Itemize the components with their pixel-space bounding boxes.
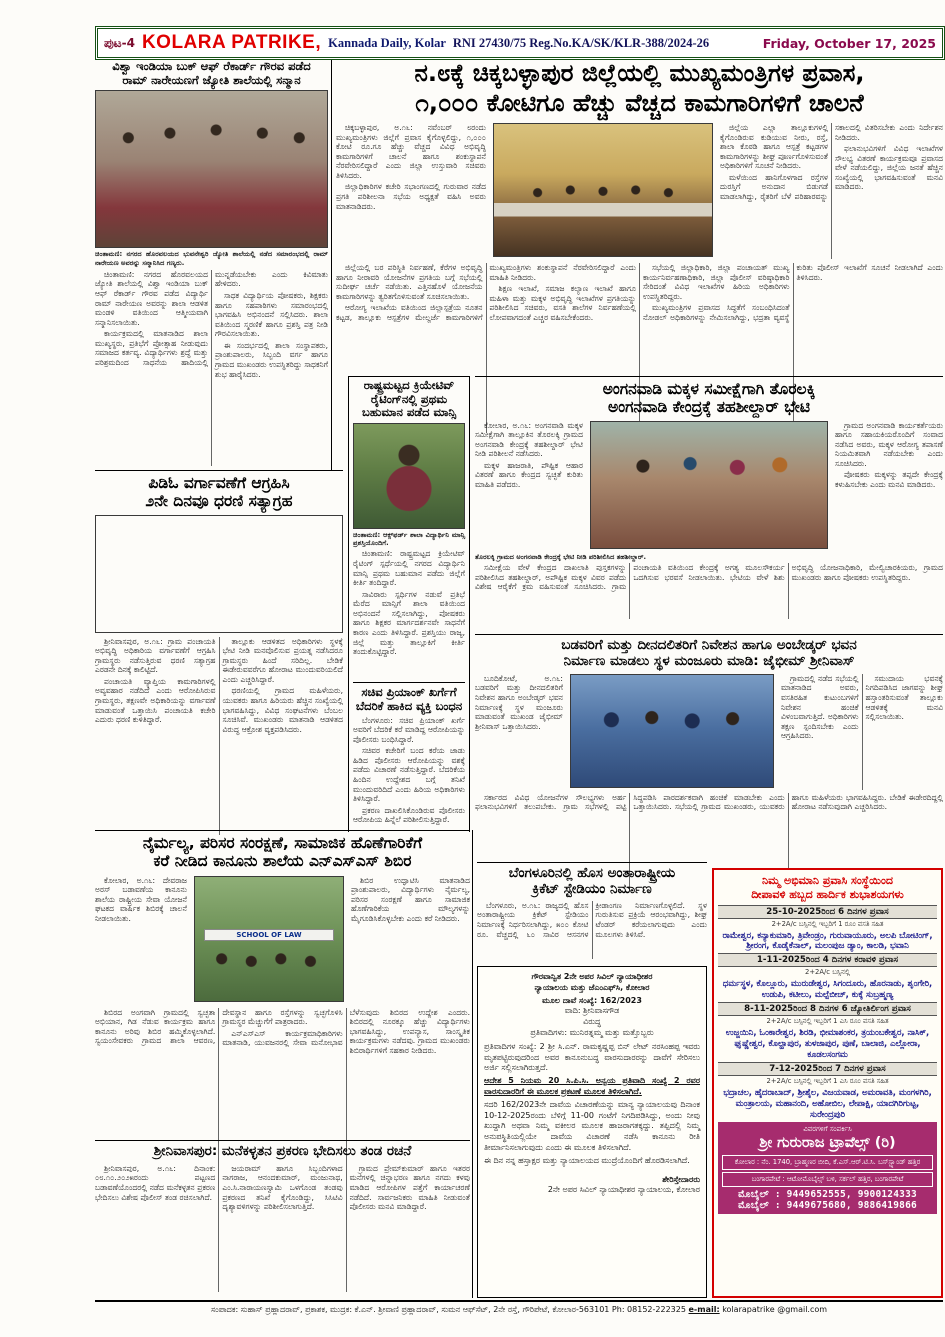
anganwadi-body-bottom: [475, 563, 943, 619]
page-number-label: ಪುಟ-4: [104, 35, 135, 50]
pdo-headline: [95, 474, 343, 511]
ad-tour-note: 2+2A/c ಬಸ್ಸಿನಲ್ಲಿ ಇಬ್ಬರಿಗೆ 1 ರೂಂ ವಸತಿ ಸಹಿತ: [771, 919, 884, 928]
article-anganwadi: [475, 376, 943, 619]
lead-headline: [336, 58, 943, 118]
column-rule: [472, 830, 473, 1298]
paragraph: ಫಲಾನುಭವಿಗಳಿಗೆ ವಿವಿಧ ಇಲಾಖೆಗಳ ಸೌಲಭ್ಯ ವಿತರಣೆ ಕಾರ್ಯಕ್ರಮವೂ ಪ್ರವಾಸದ ವೇಳೆ ನಡೆಯಲಿದ್ದು, ಜಿಲ್ಲೆಯ ಜನತೆ ಹೆಚ್ಚಿನ ಸಂಖ್ಯೆಯಲ್ಲಿ ಭಾಗವಹಿಸುವಂತೆ ಮನವಿ ಮಾಡಿದರು.: [835, 144, 943, 192]
felicitation-body: [95, 270, 328, 466]
ad-tour-section: [718, 953, 937, 1000]
ad-tour-section: [718, 905, 937, 952]
headline-line: ಅಂಗನವಾಡಿ ಮಕ್ಕಳ ಸಮೀಕ್ಷೆಗಾಗಿ ತೊರಲಕ್ಕಿ: [602, 380, 816, 398]
imprint-line: [95, 1300, 943, 1315]
paragraph: ಬೆಂಗಳೂರು, ಅ.೧೬: ರಾಜ್ಯದಲ್ಲಿ ಹೊಸ ಅಂತಾರಾಷ್ಟ್ರೀಯ ಕ್ರಿಕೆಟ್ ಸ್ಟೇಡಿಯಂ ನಿರ್ಮಾಣಕ್ಕೆ ನಿರ್ಧರಿಸಲಾಗಿದ್ದು, ೫೦೦ ಕೋಟಿ ರೂ. ವೆಚ್ಚದಲ್ಲಿ ೬೦ ಸಾವಿರ ಆಸನಗಳ ಕ್ರೀಡಾಂಗಣ ನಿರ್ಮಾಣಗೊಳ್ಳಲಿದೆ. ಸ್ಥಳ ಗುರುತಿಸುವ ಪ್ರಕ್ರಿಯೆ ಆರಂಭವಾಗಿದ್ದು, ಶೀಘ್ರ ಟೆಂಡರ್ ಕರೆಯಲಾಗುವುದು ಎಂದು ಮೂಲಗಳು ತಿಳಿಸಿವೆ.: [477, 900, 707, 939]
headline-line: ಪಿಡಿಓ ವರ್ಗಾವಣೆಗೆ ಆಗ್ರಹಿಸಿ: [148, 474, 290, 492]
pdo-photo: [95, 515, 343, 633]
paragraph: ಚಿಂತಾಮಣಿ: ರಾಷ್ಟ್ರಮಟ್ಟದ ಕ್ರಿಯೇಟಿವ್ ರೈಟಿಂಗ್ ಸ್ಪರ್ಧೆಯಲ್ಲಿ ನಗರದ ವಿದ್ಯಾರ್ಥಿನಿ ಮಾನ್ಸಿ ಪ್ರಥಮ ಬಹುಮಾನ ಪಡೆದು ಜಿಲ್ಲೆಗೆ ಕೀರ್ತಿ ತಂದಿದ್ದಾರೆ.: [353, 549, 465, 588]
court-body-1: ಪ್ರತಿವಾದಿಗಳ ಸಂಖ್ಯೆ: 2 ಶ್ರೀ ಸಿ.ಎನ್. ರಾಮಕೃಷ್ಣಪ್ಪ ಬಿನ್ ಲೇಟ್ ನರಸಿಂಹಪ್ಪ ಇವರು ಮೃತಪಟ್ಟಿರುವುದರಿಂದ ಅವರ ಕಾನೂನುಬದ್ಧ ವಾರಸುದಾರರನ್ನು ದಾವೆಗೆ ಸೇರಿಸಲು ಅರ್ಜಿ ಸಲ್ಲಿಸಲಾಗಿರುತ್ತದೆ.: [484, 1041, 700, 1073]
paragraph: ಪಂಚಾಯತಿ ವ್ಯಾಪ್ತಿಯ ಕಾಮಗಾರಿಗಳಲ್ಲಿ ಅವ್ಯವಹಾರ ನಡೆದಿದೆ ಎಂದು ಆರೋಪಿಸಿರುವ ಗ್ರಾಮಸ್ಥರು, ತಕ್ಷಣವೇ ಅಧಿಕಾರಿಯನ್ನು ವರ್ಗಾವಣೆ ಮಾಡುವಂತೆ ಒತ್ತಾಯಿಸಿ ಪಂಚಾಯತಿ ಕಚೇರಿ ಎದುರು ಧರಣಿ ಕುಳಿತಿದ್ದಾರೆ.: [95, 676, 216, 725]
paragraph: ತಾಲ್ಲೂಕು ಆಡಳಿತದ ಅಧಿಕಾರಿಗಳು ಸ್ಥಳಕ್ಕೆ ಭೇಟಿ ನೀಡಿ ಮನವೊಲಿಸುವ ಪ್ರಯತ್ನ ನಡೆಸಿದರೂ ಗ್ರಾಮಸ್ಥರು ಹಿಂದೆ ಸರಿದಿಲ್ಲ. ಬೇಡಿಕೆ ಈಡೇರುವವರೆಗೂ ಹೋರಾಟ ಮುಂದುವರಿಯಲಿದೆ ಎಂದು ಎಚ್ಚರಿಸಿದ್ದಾರೆ.: [222, 636, 343, 684]
headline-line: ರಾಷ್ಟ್ರಮಟ್ಟದ ಕ್ರಿಯೇಟಿವ್: [363, 378, 455, 392]
pdo-body: [95, 637, 343, 835]
paragraph: ಜಿಲ್ಲಾಧಿಕಾರಿಗಳ ಕಚೇರಿ ಸಭಾಂಗಣದಲ್ಲಿ ಗುರುವಾರ ನಡೆದ ಪ್ರಗತಿ ಪರಿಶೀಲನಾ ಸಭೆಯ ಅಧ್ಯಕ್ಷತೆ ವಹಿಸಿ ಅವರು ಮಾತನಾಡಿದರು.: [336, 182, 486, 211]
paragraph: ಧರಣಿಯಲ್ಲಿ ಗ್ರಾಮದ ಮಹಿಳೆಯರು, ಯುವಕರು ಹಾಗೂ ಹಿರಿಯರು ಹೆಚ್ಚಿನ ಸಂಖ್ಯೆಯಲ್ಲಿ ಭಾಗವಹಿಸಿದ್ದು, ವಿವಿಧ ಸಂಘಟನೆಗಳು ಬೆಂಬಲ ಸೂಚಿಸಿವೆ. ಮುಖಂಡರು ಮಾತನಾಡಿ ಆಡಳಿತದ ವಿರುದ್ಧ ಆಕ್ರೋಶ ವ್ಯಕ್ತಪಡಿಸಿದರು.: [222, 686, 343, 734]
ad-heading: [718, 874, 937, 902]
ad-phone-2: ಮೊಬೈಲ್ : 9449675680, 9886419866: [738, 1199, 917, 1211]
paragraph: ಸಾವಿರಾರು ಸ್ಪರ್ಧಿಗಳ ನಡುವೆ ಪ್ರತಿಭೆ ಮೆರೆದ ಮಾನ್ಸಿಗೆ ಶಾಲಾ ವತಿಯಿಂದ ಅಭಿನಂದನೆ ಸಲ್ಲಿಸಲಾಗಿದ್ದು, ಪೋಷಕರು ಹಾಗೂ ಶಿಕ್ಷಕರ ಮಾರ್ಗದರ್ಶನವೇ ಸಾಧನೆಗೆ ಕಾರಣ ಎಂದು ತಿಳಿಸಿದ್ದಾರೆ. ಪ್ರಶಸ್ತಿಯು ರಾಜ್ಯ, ಜಿಲ್ಲೆ ಮತ್ತು ತಾಲ್ಲೂಕಿಗೆ ಕೀರ್ತಿ ತಂದುಕೊಟ್ಟಿದ್ದಾರೆ.: [353, 589, 465, 657]
felicitation-headline: [95, 60, 328, 87]
court-versus: ವಿರುದ್ಧ: [583, 1017, 601, 1027]
mansi-headline: [353, 379, 465, 420]
court-notice: [477, 966, 707, 1298]
headline-line: ಅಂಗನವಾಡಿ ಕೇಂದ್ರಕ್ಕೆ ತಹಶೀಲ್ದಾರ್ ಭೇಟಿ: [607, 398, 810, 417]
ambedkar-body-left: [475, 674, 563, 790]
newspaper-title: KOLARA PATRIKE,: [141, 32, 322, 53]
headline-line: ಕ್ರಿಕೆಟ್ ಸ್ಟೇಡಿಯಂ ನಿರ್ಮಾಣ: [532, 880, 652, 897]
lead-body-left: [336, 123, 486, 259]
paragraph: ಚಿಂತಾಮಣಿ: ನಗರದ ಹೊರವಲಯದ ಜ್ಯೋತಿ ಶಾಲೆಯಲ್ಲಿ ವಿಶ್ವಾ ಇಂಡಿಯಾ ಬುಕ್ ಆಫ್ ರೆಕಾರ್ಡ್ ಗೌರವ ಪಡೆದ ವಿದ್ಯಾರ್ಥಿ ರಾಮ್ ನಾರೇಯಣ ಅವರನ್ನು ಶಾಲಾ ಆಡಳಿತ ಮಂಡಳಿ ವತಿಯಿಂದ ಆತ್ಮೀಯವಾಗಿ ಸನ್ಮಾನಿಸಲಾಯಿತು.: [95, 269, 208, 327]
ad-address-bangarpet: ಬಂಗಾರಪೇಟೆ : ಆಟೋಮೊಬೈಲ್ಸ್ ಬಳಿ, ಸರ್ಕಲ್ ಹತ್ತಿರ, ಬಂಗಾರಪೇಟೆ: [722, 1172, 933, 1187]
ad-phone-1: ಮೊಬೈಲ್ : 9449652555, 9900124333: [738, 1188, 917, 1200]
imprint-text: ಸಂಪಾದಕ: ಸುಹಾಸ್ ಪ್ರಹ್ಲಾದರಾವ್, ಪ್ರಕಾಶಕ, ಮುದ್ರಕ: ಕೆ.ಎನ್. ಶ್ರೀವಾಣಿ ಪ್ರಹ್ಲಾದರಾವ್, ಸುಮನ ಆಫ್‌ಸೆಟ್, 2ನೇ ರಸ್ತೆ, ಗೌರಿಪೇಟೆ, ಕೋಲಾರ-563101 Ph: 08152-222325: [210, 1305, 686, 1314]
anganwadi-body-right: [835, 421, 943, 551]
anganwadi-photo: [590, 421, 828, 549]
felicitation-photo: [95, 90, 328, 248]
lead-photo-meeting: [493, 123, 713, 257]
article-felicitation: [95, 60, 328, 466]
paragraph: ಸಚಿವರ ಕಚೇರಿಗೆ ಬಂದ ಕರೆಯ ಜಾಡು ಹಿಡಿದ ಪೊಲೀಸರು ಆರೋಪಿಯನ್ನು ವಶಕ್ಕೆ ಪಡೆದು ವಿಚಾರಣೆ ನಡೆಸುತ್ತಿದ್ದಾರೆ. ಬೆದರಿಕೆಯ ಹಿಂದಿನ ಉದ್ದೇಶದ ಬಗ್ಗೆ ತನಿಖೆ ಮುಂದುವರಿದಿದೆ ಎಂದು ಹಿರಿಯ ಅಧಿಕಾರಿಗಳು ತಿಳಿಸಿದ್ದಾರೆ.: [353, 746, 465, 804]
court-body-bold: ಆದೇಶ 5 ನಿಯಮ 20 ಸಿ.ಪಿ.ಸಿ. ಅನ್ವಯ ಪ್ರತಿವಾದಿ ಸಂಖ್ಯೆ 2 ರವರ ವಾರಸುದಾರರಿಗೆ ಈ ಮೂಲಕ ಪ್ರಕಟಣೆ ಮೂಲಕ ತಿಳಿಸಲಾಗಿದೆ.: [484, 1076, 700, 1096]
ambedkar-headline: [475, 638, 943, 670]
mansi-body: [353, 549, 465, 679]
stadium-headline: [477, 866, 707, 898]
travel-advertisement: [712, 868, 943, 1298]
paragraph: ಪೋಷಕರು ಮಕ್ಕಳನ್ನು ತಪ್ಪದೇ ಕೇಂದ್ರಕ್ಕೆ ಕಳುಹಿಸಬೇಕು ಎಂದು ಮನವಿ ಮಾಡಿದರು.: [835, 470, 943, 489]
ad-tour-note: 2+2A/c ಬಸ್ಸಿನಲ್ಲಿ ಇಬ್ಬರಿಗೆ 1 ಎಸಿ ರೂಂ ವಸತಿ ಸಹಿತ: [766, 1076, 889, 1085]
court-signature: ಶೇರಿಸ್ತೇದಾರರು: [662, 1174, 700, 1184]
ad-address-kolar: ಕೋಲಾರ : ನೆಂ. 1740, ಬ್ರಾಹ್ಮಣರ ಬೀದಿ, ಕೆ.ಎಸ್.ಆರ್.ಟಿ.ಸಿ. ಬಸ್‌ಸ್ಟ್ಯಾಂಡ್ ಹತ್ತಿರ: [722, 1155, 933, 1170]
paragraph: ಚಿಕ್ಕಬಳ್ಳಾಪುರ, ಅ.೧೬: ನವೆಂಬರ್ ೮ರಂದು ಮುಖ್ಯಮಂತ್ರಿಗಳು ಜಿಲ್ಲೆಗೆ ಪ್ರವಾಸ ಕೈಗೊಳ್ಳಲಿದ್ದು, ೧,೦೦೦ ಕೋಟಿ ರೂ.ಗೂ ಹೆಚ್ಚು ವೆಚ್ಚದ ವಿವಿಧ ಅಭಿವೃದ್ಧಿ ಕಾಮಗಾರಿಗಳಿಗೆ ಚಾಲನೆ ಹಾಗೂ ಶಂಕುಸ್ಥಾಪನೆ ನೆರವೇರಿಸಲಿದ್ದಾರೆ ಎಂದು ಜಿಲ್ಲಾ ಉಸ್ತುವಾರಿ ಸಚಿವರು ತಿಳಿಸಿದರು.: [336, 123, 486, 180]
threat-body: [353, 716, 465, 836]
paragraph: ಜಯರಾಮ್ ಹಾಗೂ ಸಿಬ್ಬಂದಿಗಳಾದ ನಾಗರಾಜ, ಆನಂದಕುಮಾರ್, ಮಂಜುನಾಥ, ಎಂ.ಸಿ.ನಾರಾಯಣಸ್ವಾಮಿ ಒಳಗೊಂಡ ತಂಡವು ಪ್ರಕರಣದ ತನಿಖೆ ಕೈಗೊಂಡಿದ್ದು, ಸಿಸಿಟಿವಿ ದೃಶ್ಯಾವಳಿಗಳನ್ನು ಪರಿಶೀಲಿಸಲಾಗುತ್ತಿದೆ.: [222, 1163, 343, 1212]
ad-tour-note: 2+2A/c ಬಸ್ಸಿನಲ್ಲಿ: [805, 968, 850, 977]
headline-line: ಬೆಂಗಳೂರಿನಲ್ಲಿ ಹೊಸ ಅಂತಾರಾಷ್ಟ್ರೀಯ: [508, 865, 676, 881]
headline-line: ೧,೦೦೦ ಕೋಟಿಗೂ ಹೆಚ್ಚು ವೆಚ್ಚದ ಕಾಮಗಾರಿಗಳಿಗೆ ಚಾಲನೆ: [415, 89, 864, 117]
paragraph: ಜಿಲ್ಲೆಯ ಎಲ್ಲಾ ತಾಲ್ಲೂಕುಗಳಲ್ಲಿ ಕೈಗೊಂಡಿರುವ ಕುಡಿಯುವ ನೀರು, ರಸ್ತೆ, ಶಾಲಾ ಕೊಠಡಿ ಹಾಗೂ ಆಸ್ಪತ್ರೆ ಕಟ್ಟಡಗಳ ಕಾಮಗಾರಿಗಳನ್ನು ಶೀಘ್ರ ಪೂರ್ಣಗೊಳಿಸುವಂತೆ ಅಧಿಕಾರಿಗಳಿಗೆ ಸೂಚನೆ ನೀಡಿದರು.: [720, 123, 828, 171]
anganwadi-body-left: [475, 421, 583, 551]
article-stadium: [477, 862, 707, 959]
article-ambedkar: [475, 634, 943, 889]
paragraph: ಶಿಬಿರದ ಅಂಗವಾಗಿ ಗ್ರಾಮದಲ್ಲಿ ಸ್ವಚ್ಛತಾ ಅಭಿಯಾನ, ಗಿಡ ನೆಡುವ ಕಾರ್ಯಕ್ರಮ ಹಾಗೂ ಕಾನೂನು ಅರಿವು ಶಿಬಿರ ಹಮ್ಮಿಕೊಳ್ಳಲಾಗಿದೆ. ಸ್ವಯಂಸೇವಕರು ಗ್ರಾಮದ ಶಾಲಾ ಆವರಣ, ದೇವಸ್ಥಾನ ಹಾಗೂ ರಸ್ತೆಗಳನ್ನು ಸ್ವಚ್ಛಗೊಳಿಸಿ ಗ್ರಾಮಸ್ಥರ ಮೆಚ್ಚುಗೆಗೆ ಪಾತ್ರರಾದರು.: [95, 1007, 343, 1046]
article-theft: [95, 1140, 470, 1292]
nss-body-right: [351, 876, 470, 1004]
paragraph: ಮುಖ್ಯಮಂತ್ರಿಗಳ ಪ್ರವಾಸದ ಸಿದ್ಧತೆಗೆ ಸಂಬಂಧಿಸಿದಂತೆ ನೋಡಲ್ ಅಧಿಕಾರಿಗಳನ್ನು ನೇಮಿಸಲಾಗಿದ್ದು, ಭದ್ರತಾ ವ್ಯವಸ್ಥೆ ಕುರಿತು ಪೊಲೀಸ್ ಇಲಾಖೆಗೆ ಸೂಚನೆ ನೀಡಲಾಗಿದೆ ಎಂದು ತಿಳಿಸಿದರು.: [643, 263, 943, 322]
paragraph: ಸಮೀಕ್ಷೆಯ ವೇಳೆ ಕೇಂದ್ರದ ದಾಖಲಾತಿ ಪುಸ್ತಕಗಳನ್ನು ಪರಿಶೀಲಿಸಿದ ತಹಶೀಲ್ದಾರ್, ಅಪೌಷ್ಟಿಕ ಮಕ್ಕಳ ವಿವರ ಪಡೆದು ವಿಶೇಷ ಆರೈಕೆಗೆ ಕ್ರಮ ವಹಿಸುವಂತೆ ಸೂಚಿಸಿದರು. ಗ್ರಾಮ ಪಂಚಾಯತಿ ವತಿಯಿಂದ ಕೇಂದ್ರಕ್ಕೆ ಅಗತ್ಯ ಮೂಲಸೌಕರ್ಯ ಒದಗಿಸುವ ಭರವಸೆ ನೀಡಲಾಯಿತು. ಭೇಟಿಯ ವೇಳೆ ಶಿಶು ಅಭಿವೃದ್ಧಿ ಯೋಜನಾಧಿಕಾರಿ, ಮೇಲ್ವಿಚಾರಕಿಯರು, ಗ್ರಾಮದ ಮುಖಂಡರು ಹಾಗೂ ಪೋಷಕರು ಉಪಸ್ಥಿತರಿದ್ದರು.: [475, 562, 943, 592]
ad-tour-places: ಭದ್ರಾಚಲ, ಹೈದರಾಬಾದ್, ಶ್ರೀಶೈಲ, ವಿಜಯವಾಡ, ಅಮರಾವತಿ, ಮಂಗಳಗಿರಿ, ಮಂತ್ರಾಲಯ, ಮಹಾನಂದಿ, ಅಹೋಬಿಲ, ಲೇಪಾಕ್ಷಿ, ಯಾದಗಿರಿಗುಟ್ಟ, ಸುರೇಂದ್ರಪುರಿ: [723, 1086, 932, 1119]
paragraph: ಗ್ರಾಮದಲ್ಲಿ ನಡೆದ ಸಭೆಯಲ್ಲಿ ಮಾತನಾಡಿದ ಅವರು, ವಸತಿರಹಿತ ಕುಟುಂಬಗಳಿಗೆ ನಿವೇಶನ ಹಂಚಿಕೆ ವಿಳಂಬವಾಗುತ್ತಿದೆ. ಅಧಿಕಾರಿಗಳು ತಕ್ಷಣ ಸ್ಪಂದಿಸಬೇಕು ಎಂದು ಆಗ್ರಹಿಸಿದರು.: [781, 673, 859, 741]
paragraph: ಮಕ್ಕಳ ಹಾಜರಾತಿ, ಪೌಷ್ಟಿಕ ಆಹಾರ ವಿತರಣೆ ಹಾಗೂ ಕೇಂದ್ರದ ಸ್ವಚ್ಛತೆ ಕುರಿತು ಮಾಹಿತಿ ಪಡೆದರು.: [475, 460, 583, 489]
theft-headline: ಶ್ರೀನಿವಾಸಪುರ: ಮನೆಕಳ್ಳತನ ಪ್ರಕರಣ ಭೇದಿಸಲು ತಂಡ ರಚನೆ: [153, 1143, 412, 1159]
paragraph: ಶ್ರೀನಿವಾಸಪುರ, ಅ.೧೬: ಗ್ರಾಮ ಪಂಚಾಯತಿ ಅಭಿವೃದ್ಧಿ ಅಧಿಕಾರಿಯ ವರ್ಗಾವಣೆಗೆ ಆಗ್ರಹಿಸಿ ಗ್ರಾಮಸ್ಥರು ನಡೆಸುತ್ತಿರುವ ಧರಣಿ ಸತ್ಯಾಗ್ರಹ ಎರಡನೇ ದಿನಕ್ಕೆ ಕಾಲಿಟ್ಟಿದೆ.: [95, 636, 216, 675]
paragraph: ಕೋಲಾರ, ಅ.೧೬: ದೇವರಾಜ ಅರಸ್ ಬಡಾವಣೆಯ ಕಾನೂನು ಶಾಲೆಯ ರಾಷ್ಟ್ರೀಯ ಸೇವಾ ಯೋಜನೆ ಘಟಕದ ವಾರ್ಷಿಕ ಶಿಬಿರಕ್ಕೆ ಚಾಲನೆ ನೀಡಲಾಯಿತು.: [95, 875, 187, 923]
nss-photo: [194, 876, 344, 1002]
felicitation-caption: ಚಿಂತಾಮಣಿ: ನಗರದ ಹೊರವಲಯದ ಭುವನೇಶ್ವರಿ ಜ್ಯೋತಿ ಶಾಲೆಯಲ್ಲಿ ನಡೆದ ಸಮಾರಂಭದಲ್ಲಿ ರಾಮ್ ನಾರೇಯಣ ಅವರನ್ನು ಸನ್ಮಾನಿಸಿದ ಗಣ್ಯರು.: [95, 250, 328, 267]
theft-body: [95, 1164, 470, 1292]
imprint-email-label: e-mail:: [688, 1305, 720, 1314]
paragraph: ಬೂದಿಕೋಟೆ, ಅ.೧೬: ಬಡವರಿಗೆ ಮತ್ತು ದೀನದಲಿತರಿಗೆ ನಿವೇಶನ ಹಾಗೂ ಅಂಬೇಡ್ಕರ್ ಭವನ ನಿರ್ಮಾಣಕ್ಕೆ ಸ್ಥಳ ಮಂಜೂರು ಮಾಡುವಂತೆ ಮುಖಂಡ ಜೈಭೀಮ್ ಶ್ರೀನಿವಾಸ್ ಒತ್ತಾಯಿಸಿದರು.: [475, 673, 563, 731]
ad-contact-note: ವಿವರಗಳಿಗೆ ಸಂಪರ್ಕಿಸಿ: [803, 1124, 852, 1133]
court-case-number: ಮೂಲ ದಾವೆ ಸಂಖ್ಯೆ: 162/2023: [542, 995, 642, 1005]
nss-photo-banner-text: SCHOOL OF LAW: [204, 929, 334, 942]
ambedkar-body-right: [781, 674, 943, 790]
paragraph: ಕಾರ್ಯಕ್ರಮದಲ್ಲಿ ಮಾತನಾಡಿದ ಶಾಲಾ ಮುಖ್ಯಸ್ಥರು, ಪ್ರತಿಭೆಗೆ ಪ್ರೋತ್ಸಾಹ ನೀಡುವುದು ಸಮಾಜದ ಕರ್ತವ್ಯ. ವಿದ್ಯಾರ್ಥಿಗಳು ಶ್ರದ್ಧೆ ಮತ್ತು ಪರಿಶ್ರಮದಿಂದ ಸಾಧನೆಯ ಹಾದಿಯಲ್ಲಿ ಮುನ್ನಡೆಯಬೇಕು ಎಂದು ಕಿವಿಮಾತು ಹೇಳಿದರು.: [95, 269, 328, 367]
rni-registration: RNI 27430/75 Reg.No.KA/SK/KLR-388/2024-26: [452, 35, 710, 50]
paragraph: ಸಾಧಕ ವಿದ್ಯಾರ್ಥಿಯ ಪೋಷಕರು, ಶಿಕ್ಷಕರು ಹಾಗೂ ಸಹಪಾಠಿಗಳು ಸಮಾರಂಭದಲ್ಲಿ ಭಾಗವಹಿಸಿ ಅಭಿನಂದನೆ ಸಲ್ಲಿಸಿದರು. ಶಾಲಾ ವತಿಯಿಂದ ಸ್ಮರಣಿಕೆ ಹಾಗೂ ಪ್ರಶಸ್ತಿ ಪತ್ರ ನೀಡಿ ಗೌರವಿಸಲಾಯಿತು.: [215, 291, 328, 339]
paragraph: ಕೋಲಾರ, ಅ.೧೬: ಅಂಗನವಾಡಿ ಮಕ್ಕಳ ಸಮೀಕ್ಷೆಗಾಗಿ ತಾಲ್ಲೂಕಿನ ತೊರಲಕ್ಕಿ ಗ್ರಾಮದ ಅಂಗನವಾಡಿ ಕೇಂದ್ರಕ್ಕೆ ತಹಶೀಲ್ದಾರ್ ಭೇಟಿ ನೀಡಿ ಪರಿಶೀಲನೆ ನಡೆಸಿದರು.: [475, 420, 583, 459]
issue-date: Friday, October 17, 2025: [762, 35, 936, 51]
imprint-email: kolarapatrike @gmail.com: [722, 1305, 828, 1314]
nss-body-left: [95, 876, 187, 1004]
paragraph: ಶಿಬಿರ ಉದ್ಘಾಟಿಸಿ ಮಾತನಾಡಿದ ಪ್ರಾಂಶುಪಾಲರು, ವಿದ್ಯಾರ್ಥಿಗಳು ನೈರ್ಮಲ್ಯ, ಪರಿಸರ ಸಂರಕ್ಷಣೆ ಹಾಗೂ ಸಾಮಾಜಿಕ ಹೊಣೆಗಾರಿಕೆಯ ಮೌಲ್ಯಗಳನ್ನು ಮೈಗೂಡಿಸಿಕೊಳ್ಳಬೇಕು ಎಂದು ಕರೆ ನೀಡಿದರು.: [351, 875, 470, 923]
headline-line: ೨ನೇ ದಿನವೂ ಧರಣಿ ಸತ್ಯಾಗ್ರಹ: [145, 492, 293, 511]
newspaper-subtitle: Kannada Daily, Kolar: [328, 35, 446, 50]
paragraph: ಶಿಕ್ಷಣ ಇಲಾಖೆ, ಸಮಾಜ ಕಲ್ಯಾಣ ಇಲಾಖೆ ಹಾಗೂ ಮಹಿಳಾ ಮತ್ತು ಮಕ್ಕಳ ಅಭಿವೃದ್ಧಿ ಇಲಾಖೆಗಳ ಪ್ರಗತಿಯನ್ನು ಪರಿಶೀಲಿಸಿದ ಸಚಿವರು, ವಸತಿ ಶಾಲೆಗಳ ನಿರ್ವಹಣೆಯಲ್ಲಿ ಲೋಪವಾಗದಂತೆ ಎಚ್ಚರ ವಹಿಸಬೇಕೆಂದರು.: [489, 284, 636, 322]
ad-agency-name: ಶ್ರೀ ಗುರುರಾಜ ಟ್ರಾವೆಲ್ಸ್ (ರಿ): [759, 1134, 896, 1151]
paragraph: ಎನ್‌ಎಸ್‌ಎಸ್ ಕಾರ್ಯಕ್ರಮಾಧಿಕಾರಿಗಳು ಮಾತನಾಡಿ, ಯುವಜನರಲ್ಲಿ ಸೇವಾ ಮನೋಭಾವ ಬೆಳೆಸುವುದು ಶಿಬಿರದ ಉದ್ದೇಶ ಎಂದರು. ಶಿಬಿರದಲ್ಲಿ ನೂರಕ್ಕೂ ಹೆಚ್ಚು ವಿದ್ಯಾರ್ಥಿಗಳು ಭಾಗವಹಿಸಿದ್ದು, ಉಪನ್ಯಾಸ, ಸಾಂಸ್ಕೃತಿಕ ಕಾರ್ಯಕ್ರಮಗಳು ನಡೆದವು. ಗ್ರಾಮದ ಮುಖಂಡರು ಶಿಬಿರಾರ್ಥಿಗಳಿಗೆ ಸಹಕಾರ ನೀಡಿದರು.: [222, 1007, 470, 1055]
paragraph: ಆರೋಗ್ಯ ಇಲಾಖೆಯ ವತಿಯಿಂದ ಜಿಲ್ಲಾಸ್ಪತ್ರೆಯ ನೂತನ ಕಟ್ಟಡ, ತಾಲ್ಲೂಕು ಆಸ್ಪತ್ರೆಗಳ ಮೇಲ್ದರ್ಜೆ ಕಾಮಗಾರಿಗಳಿಗೆ ಮುಖ್ಯಮಂತ್ರಿಗಳು ಶಂಕುಸ್ಥಾಪನೆ ನೆರವೇರಿಸಲಿದ್ದಾರೆ ಎಂದು ಮಾಹಿತಿ ನೀಡಿದರು.: [336, 263, 636, 322]
headline-line: ರೈಟಿಂಗ್‌ನಲ್ಲಿ ಪ್ರಥಮ: [370, 391, 448, 406]
ad-heading-line: ನಿಮ್ಮ ಅಭಿಮಾನಿ ಪ್ರವಾಸಿ ಸಂಸ್ಥೆಯಿಂದ: [762, 874, 893, 887]
headline-line: ನೈರ್ಮಲ್ಯ, ಪರಿಸರ ಸಂರಕ್ಷಣೆ, ಸಾಮಾಜಿಕ ಹೊಣೆಗಾರಿಕೆಗೆ: [142, 834, 423, 852]
court-defendants: ಪ್ರತಿವಾದಿಗಳು: ಮುನಿರತ್ನಮ್ಮ ಮತ್ತು ಮತ್ತೊಬ್ಬರು: [530, 1027, 654, 1037]
paragraph: ಪ್ರಕರಣ ದಾಖಲಿಸಿಕೊಂಡಿರುವ ಪೊಲೀಸರು ಆರೋಪಿಯ ಹಿನ್ನೆಲೆ ಪರಿಶೀಲಿಸುತ್ತಿದ್ದಾರೆ.: [353, 805, 465, 825]
threat-headline: [353, 682, 465, 713]
headline-line: ರಾಮ್ ನಾರೇಯಣಗೆ ಜ್ಯೋತಿ ಶಾಲೆಯಲ್ಲಿ ಸನ್ಮಾನ: [122, 72, 301, 87]
ad-tour-note: 2+2A/c ಬಸ್ಸಿನಲ್ಲಿ ಇಬ್ಬರಿಗೆ 1 ಎಸಿ ರೂಂ ವಸತಿ ಸಹಿತ: [766, 1017, 889, 1026]
article-pdo: [95, 470, 343, 835]
court-body-2: ಸದರಿ 162/2023ನೇ ದಾವೆಯ ವಿಚಾರಣೆಯನ್ನು ಮಾನ್ಯ ನ್ಯಾಯಾಲಯವು ದಿನಾಂಕ 10-12-2025ರಂದು ಬೆಳಿಗ್ಗೆ 11-00 ಗಂಟೆಗೆ ನಿಗದಿಪಡಿಸಿದ್ದು, ಅಂದು ನೀವು ಖುದ್ದಾಗಿ ಅಥವಾ ನಿಮ್ಮ ವಕೀಲರ ಮೂಲಕ ಹಾಜರಾಗತಕ್ಕದ್ದು. ತಪ್ಪಿದಲ್ಲಿ ನಿಮ್ಮ ಅನುಪಸ್ಥಿತಿಯಲ್ಲಿಯೇ ದಾವೆಯ ವಿಚಾರಣೆ ನಡೆಸಿ ಕಾನೂನು ರೀತಿ ತೀರ್ಮಾನಿಸಲಾಗುವುದು ಎಂದು ಈ ಮೂಲಕ ತಿಳಿಸಲಾಗಿದೆ.: [484, 1099, 700, 1152]
paragraph: ಬೆಂಗಳೂರು: ಸಚಿವ ಪ್ರಿಯಾಂಕ್ ಖರ್ಗೆ ಅವರಿಗೆ ಬೆದರಿಕೆ ಕರೆ ಮಾಡಿದ್ದ ಆರೋಪಿಯನ್ನು ಪೊಲೀಸರು ಬಂಧಿಸಿದ್ದಾರೆ.: [353, 715, 465, 744]
column-rule: [331, 60, 332, 470]
paragraph: ಸಭೆಯಲ್ಲಿ ಜಿಲ್ಲಾಧಿಕಾರಿ, ಜಿಲ್ಲಾ ಪಂಚಾಯತ್ ಮುಖ್ಯ ಕಾರ್ಯನಿರ್ವಹಣಾಧಿಕಾರಿ, ಜಿಲ್ಲಾ ಪೊಲೀಸ್ ವರಿಷ್ಠಾಧಿಕಾರಿ ಸೇರಿದಂತೆ ವಿವಿಧ ಇಲಾಖೆಗಳ ಹಿರಿಯ ಅಧಿಕಾರಿಗಳು ಉಪಸ್ಥಿತರಿದ್ದರು.: [643, 263, 790, 301]
mansi-caption: ಚಿಂತಾಮಣಿ: ಆಕ್ಸ್‌ಫರ್ಡ್ ಶಾಲಾ ವಿದ್ಯಾರ್ಥಿನಿ ಮಾನ್ಸಿ ಪ್ರಶಸ್ತಿಯೊಂದಿಗೆ.: [353, 530, 465, 548]
ad-tour-places: ಉಜ್ಜಯಿನಿ, ಓಂಕಾರೇಶ್ವರ, ಶಿರಡಿ, ಭೀಮಾಶಂಕರ, ತ್ರಯಂಬಕೇಶ್ವರ, ನಾಸಿಕ್, ಘೃಷ್ಣೇಶ್ವರ, ಕೊಲ್ಹಾಪುರ, ತುಳಜಾಪುರ, ಪುಣೆ, ಬಾಲಾಜಿ, ಎಲ್ಲೋರಾ, ಕೂಡಲಸಂಗಮ: [725, 1027, 930, 1060]
court-title2: ನ್ಯಾಯಾಲಯ ಮತ್ತು ಜೆಎಂಎಫ್‌ಸಿ, ಕೋಲಾರ: [534, 982, 650, 992]
court-plaintiff: ವಾದಿ: ಶ್ರೀನಿವಾಸಗೌಡ: [564, 1006, 620, 1016]
headline-line: ನ.೮ಕ್ಕೆ ಚಿಕ್ಕಬಳ್ಳಾಪುರ ಜಿಲ್ಲೆಯಲ್ಲಿ ಮುಖ್ಯಮಂತ್ರಿಗಳ ಪ್ರವಾಸ,: [414, 59, 865, 87]
mansi-photo: [353, 423, 465, 529]
nss-headline: [95, 834, 470, 871]
stadium-body: [477, 901, 707, 959]
ad-tour-title: 1-11-2025ರಿಂದ 4 ದಿನಗಳ ಕರಾವಳಿ ಪ್ರವಾಸ: [718, 953, 937, 967]
article-mansi: [348, 376, 470, 832]
court-title: ಗೌರವಾನ್ವಿತ 2ನೇ ಅಪರ ಸಿವಿಲ್ ನ್ಯಾಯಾಧೀಶರ: [531, 972, 653, 981]
ad-heading-line: ದೀಪಾವಳಿ ಹಬ್ಬದ ಹಾರ್ದಿಕ ಶುಭಾಶಯಗಳು: [751, 887, 904, 901]
paragraph: ಸರ್ಕಾರದ ವಿವಿಧ ಯೋಜನೆಗಳ ಸೌಲಭ್ಯಗಳು ಅರ್ಹ ಫಲಾನುಭವಿಗಳಿಗೆ ತಲುಪಬೇಕು. ಗ್ರಾಮ ಸಭೆಗಳಲ್ಲಿ ಪಟ್ಟಿ ಸಿದ್ಧಪಡಿಸಿ ಪಾರದರ್ಶಕವಾಗಿ ಹಂಚಿಕೆ ಮಾಡಬೇಕು ಎಂದು ಒತ್ತಾಯಿಸಿದರು. ಸಭೆಯಲ್ಲಿ ಗ್ರಾಮದ ಮುಖಂಡರು, ಯುವಕರು ಹಾಗೂ ಮಹಿಳೆಯರು ಭಾಗವಹಿಸಿದ್ದರು. ಬೇಡಿಕೆ ಈಡೇರದಿದ್ದಲ್ಲಿ ಹೋರಾಟ ನಡೆಸುವುದಾಗಿ ಎಚ್ಚರಿಸಿದರು.: [475, 792, 943, 812]
paragraph: ಜಿಲ್ಲೆಯಲ್ಲಿ ಬರ ಪರಿಸ್ಥಿತಿ ನಿರ್ವಹಣೆ, ಕೆರೆಗಳ ಅಭಿವೃದ್ಧಿ ಹಾಗೂ ನೀರಾವರಿ ಯೋಜನೆಗಳ ಪ್ರಗತಿಯ ಬಗ್ಗೆ ಸಭೆಯಲ್ಲಿ ಸುದೀರ್ಘ ಚರ್ಚೆ ನಡೆಯಿತು. ಎತ್ತಿನಹೊಳೆ ಯೋಜನೆಯ ಕಾಮಗಾರಿಗಳನ್ನು ತ್ವರಿತಗೊಳಿಸುವಂತೆ ಸೂಚಿಸಲಾಯಿತು.: [336, 263, 483, 301]
headline-line: ನಿರ್ಮಾಣ ಮಾಡಲು ಸ್ಥಳ ಮಂಜೂರು ಮಾಡಿ: ಜೈಭೀಮ್ ಶ್ರೀನಿವಾಸ್: [563, 652, 855, 669]
ad-footer: [718, 1122, 937, 1214]
ad-tour-section: [718, 1002, 937, 1060]
headline-line: ಬಡವರಿಗೆ ಮತ್ತು ದೀನದಲಿತರಿಗೆ ನಿವೇಶನ ಹಾಗೂ ಅಂಬೇಡ್ಕರ್ ಭವನ: [561, 637, 857, 653]
paragraph: ಗ್ರಾಮದ ಅಂಗನವಾಡಿ ಕಾರ್ಯಕರ್ತೆಯರು ಹಾಗೂ ಸಹಾಯಕಿಯರೊಂದಿಗೆ ಸಂವಾದ ನಡೆಸಿದ ಅವರು, ಮಕ್ಕಳ ಆರೋಗ್ಯ ತಪಾಸಣೆ ನಿಯಮಿತವಾಗಿ ನಡೆಯಬೇಕು ಎಂದು ಸೂಚಿಸಿದರು.: [835, 420, 943, 468]
anganwadi-headline: [475, 380, 943, 417]
headline-line: ವಿಶ್ವಾ ಇಂಡಿಯಾ ಬುಕ್ ಆಫ್ ರೆಕಾರ್ಡ್ ಗೌರವ ಪಡೆದ: [112, 59, 311, 73]
court-signature-title: 2ನೇ ಅಪರ ಸಿವಿಲ್ ನ್ಯಾಯಾಧೀಶರ ನ್ಯಾಯಾಲಯ, ಕೋಲಾರ: [547, 1185, 700, 1195]
paragraph: ಈ ಸಂದರ್ಭದಲ್ಲಿ ಶಾಲಾ ಸಂಸ್ಥಾಪಕರು, ಪ್ರಾಂಶುಪಾಲರು, ಸಿಬ್ಬಂದಿ ವರ್ಗ ಹಾಗೂ ಗ್ರಾಮದ ಮುಖಂಡರು ಉಪಸ್ಥಿತರಿದ್ದು ಸಾಧಕನಿಗೆ ಶುಭ ಹಾರೈಸಿದರು.: [215, 340, 328, 379]
lead-body-right: [720, 123, 943, 259]
court-body-3: ಈ ದಿನ ನನ್ನ ಹಸ್ತಾಕ್ಷರ ಮತ್ತು ನ್ಯಾಯಾಲಯದ ಮುದ್ರೆಯೊಂದಿಗೆ ಹೊರಡಿಸಲಾಗಿದೆ.: [484, 1155, 690, 1165]
paragraph: ಸಮುದಾಯ ಭವನಕ್ಕೆ ನಿಗದಿಪಡಿಸಿದ ಜಾಗವನ್ನು ಶೀಘ್ರ ಹಸ್ತಾಂತರಿಸುವಂತೆ ತಾಲ್ಲೂಕು ಆಡಳಿತಕ್ಕೆ ಮನವಿ ಸಲ್ಲಿಸಲಾಯಿತು.: [865, 673, 943, 722]
ad-tour-title: 7-12-2025ರಿಂದ 7 ದಿನಗಳ ಪ್ರವಾಸ: [718, 1062, 937, 1076]
masthead-bar: [95, 26, 945, 60]
ad-tour-section: [718, 1062, 937, 1120]
headline-line: ಬಹುಮಾನ ಪಡೆದ ಮಾನ್ಸಿ: [362, 405, 456, 420]
headline-line: ಬೆದರಿಕೆ ಹಾಕಿದ ವ್ಯಕ್ತಿ ಬಂಧನ: [355, 699, 463, 713]
article-nss: [95, 830, 470, 1174]
ad-tour-title: 8-11-2025ರಿಂದ 8 ದಿನಗಳ 6 ಜ್ಯೋತಿರ್ಲಿಂಗ ಪ್ರವಾಸ: [718, 1002, 937, 1016]
ad-tour-places: ಧರ್ಮಸ್ಥಳ, ಕೊಲ್ಲೂರು, ಮುರುಡೇಶ್ವರ, ಸಿಗಂದೂರು, ಹೊರನಾಡು, ಶೃಂಗೇರಿ, ಉಡುಪಿ, ಕಟೀಲು, ಮಲ್ಪೆಬೀಚ್, ಕುಕ್ಕೆ ಸುಬ್ರಹ್ಮಣ್ಯ: [722, 978, 933, 1000]
ad-tour-places: ರಾಮೇಶ್ವರ, ಕನ್ಯಾಕುಮಾರಿ, ತ್ರಿವೇಂಡ್ರಂ, ಗುರುವಾಯೂರು, ಅಲಪಿ ಬೋಟಿಂಗ್, ಶ್ರೀರಂಗ, ಕೊಡೈಕೆನಾಲ್, ಮಲಂಪುಜ ಡ್ಯಾಂ, ಕಾಲಡಿ, ಭವಾನಿ: [722, 929, 933, 951]
paragraph: ಮಳೆಯಿಂದ ಹಾನಿಗೊಳಗಾದ ರಸ್ತೆಗಳ ದುರಸ್ತಿಗೆ ಅನುದಾನ ಬಿಡುಗಡೆ ಮಾಡಲಾಗಿದ್ದು, ರೈತರಿಗೆ ಬೆಳೆ ಪರಿಹಾರವನ್ನು ಸಕಾಲದಲ್ಲಿ ವಿತರಿಸಬೇಕು ಎಂದು ನಿರ್ದೇಶನ ನೀಡಿದರು.: [720, 123, 943, 201]
headline-line: ಕರೆ ನೀಡಿದ ಕಾನೂನು ಶಾಲೆಯ ಎನ್‌ಎಸ್‌ಎಸ್ ಶಿಬಿರ: [153, 852, 412, 871]
paragraph: ಗ್ರಾಮದ ಪ್ರೇಮ್‌ಕುಮಾರ್ ಹಾಗೂ ಇತರರ ಮನೆಗಳಲ್ಲಿ ಚಿನ್ನಾಭರಣ ಹಾಗೂ ನಗದು ಕಳವು ಮಾಡಿದ ಆರೋಪಿಗಳ ಪತ್ತೆಗೆ ಕಾರ್ಯಾಚರಣೆ ನಡೆದಿದೆ. ಸಾರ್ವಜನಿಕರು ಮಾಹಿತಿ ನೀಡುವಂತೆ ಪೊಲೀಸರು ಮನವಿ ಮಾಡಿದ್ದಾರೆ.: [349, 1163, 470, 1212]
anganwadi-caption: ತೊರಲಕ್ಕಿ ಗ್ರಾಮದ ಅಂಗನವಾಡಿ ಕೇಂದ್ರಕ್ಕೆ ಭೇಟಿ ನೀಡಿ ಪರಿಶೀಲಿಸಿದ ತಹಶೀಲ್ದಾರ್.: [475, 552, 647, 561]
paragraph: ಶ್ರೀನಿವಾಸಪುರ, ಅ.೧೬: ದಿನಾಂಕ: ೦೮.೧೦.೨೦೨೫ರಂದು ಪಟ್ಟಣದ ಬಡಾವಣೆಯೊಂದರಲ್ಲಿ ನಡೆದ ಮನೆಕಳ್ಳತನ ಪ್ರಕರಣ ಭೇದಿಸಲು ವಿಶೇಷ ಪೊಲೀಸ್ ತಂಡ ರಚಿಸಲಾಗಿದೆ.: [95, 1163, 216, 1202]
ambedkar-photo: [570, 674, 774, 788]
headline-line: ಸಚಿವ ಪ್ರಿಯಾಂಕ್ ಖರ್ಗೆಗೆ: [361, 685, 457, 700]
ad-tour-title: 25-10-2025ರಿಂದ 6 ದಿನಗಳ ಪ್ರವಾಸ: [718, 905, 937, 919]
